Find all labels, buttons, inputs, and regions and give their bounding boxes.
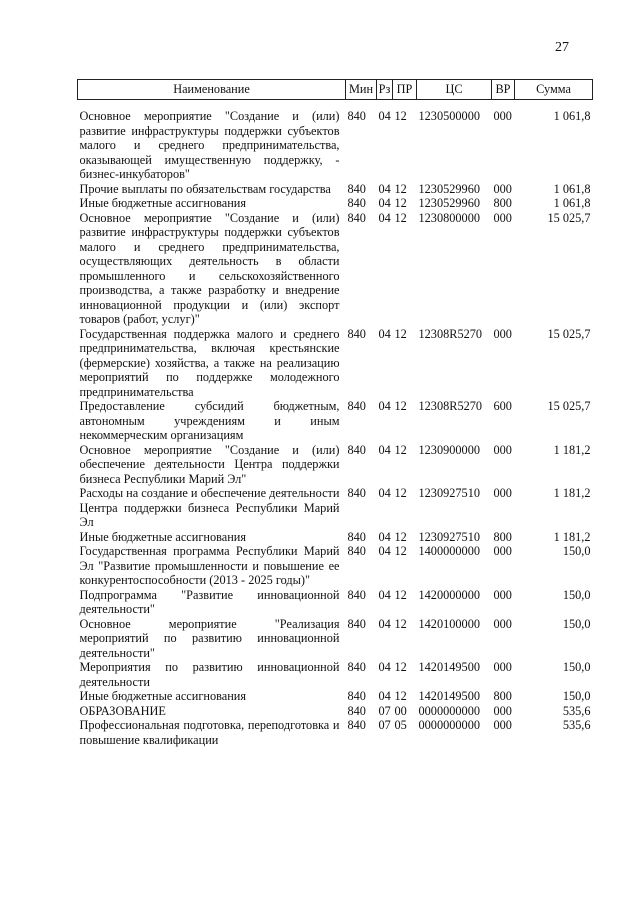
row-sum: 1 061,8: [553, 196, 591, 210]
header-vr: ВР: [492, 80, 515, 100]
row-name: Мероприятия по развитию инновационной деятельности: [79, 660, 340, 689]
row-min: 840: [347, 529, 366, 544]
row-rz: 04: [378, 442, 391, 457]
table-row: [78, 660, 593, 689]
row-name: Основное мероприятие "Создание и (или) развитие инфраструктуры поддержки субъектов малого и среднего предпринимательства, оказывающей имущественную поддержку, - бизнес-инкубаторов": [79, 109, 340, 181]
row-cs: 1230927510: [418, 486, 480, 500]
row-cs: 12308R5270: [418, 326, 483, 341]
row-rz: 04: [378, 210, 391, 225]
table-row: [78, 211, 593, 327]
row-vr: 000: [493, 442, 512, 457]
row-pr: 12: [394, 326, 407, 341]
row-pr: 12: [394, 109, 407, 123]
row-min: 840: [347, 196, 366, 210]
row-vr: 000: [493, 486, 512, 500]
row-vr: 000: [493, 616, 512, 631]
row-name: Государственная программа Республики Марий Эл "Развитие промышленности и повышение ее конкурентоспособности (2013 - 2025 годы)": [79, 544, 340, 587]
row-sum: 15 025,7: [547, 399, 591, 413]
header-cs: ЦС: [417, 80, 492, 100]
row-min: 840: [347, 703, 366, 718]
row-vr: 000: [493, 109, 512, 123]
row-cs: 0000000000: [418, 718, 480, 732]
row-vr: 000: [493, 181, 512, 196]
row-pr: 12: [394, 587, 407, 602]
row-min: 840: [347, 486, 366, 500]
row-rz: 04: [378, 587, 391, 602]
row-vr: 000: [493, 587, 512, 602]
row-cs: 1230900000: [418, 442, 480, 457]
row-cs: 1400000000: [418, 544, 480, 558]
table-row: [78, 443, 593, 487]
row-pr: 00: [394, 703, 407, 718]
table-row: [78, 544, 593, 588]
table-row: [78, 486, 593, 530]
row-rz: 04: [378, 109, 391, 123]
table-row: [78, 399, 593, 443]
row-sum: 535,6: [562, 718, 591, 732]
row-cs: 1230800000: [418, 210, 480, 225]
row-cs: 1420000000: [418, 587, 480, 602]
table-row: [78, 196, 593, 211]
row-min: 840: [347, 587, 366, 602]
table-row: [78, 689, 593, 704]
row-min: 840: [347, 616, 366, 631]
row-pr: 05: [394, 718, 407, 732]
header-sum: Сумма: [515, 80, 593, 100]
row-rz: 04: [378, 181, 391, 196]
row-pr: 12: [394, 196, 407, 210]
row-min: 840: [347, 660, 366, 674]
row-name: Прочие выплаты по обязательствам государства: [79, 181, 331, 196]
budget-table: [77, 79, 593, 747]
header-pr: ПР: [393, 80, 417, 100]
row-rz: 04: [378, 544, 391, 558]
row-min: 840: [347, 326, 366, 341]
row-min: 840: [347, 718, 366, 732]
row-cs: 1420149500: [418, 689, 480, 703]
row-rz: 04: [378, 616, 391, 631]
row-min: 840: [347, 544, 366, 558]
row-rz: 04: [378, 529, 391, 544]
row-vr: 000: [493, 718, 512, 732]
row-min: 840: [347, 181, 366, 196]
row-name: Предоставление субсидий бюджетным, автономным учреждениям и иным некоммерческим организациям: [79, 399, 340, 442]
row-name: Подпрограмма "Развитие инновационной деятельности": [79, 587, 340, 616]
row-vr: 000: [493, 210, 512, 225]
row-vr: 800: [493, 196, 512, 210]
row-cs: 1230500000: [418, 109, 480, 123]
row-pr: 12: [394, 544, 407, 558]
row-rz: 04: [378, 196, 391, 210]
row-sum: 150,0: [562, 616, 591, 631]
row-vr: 000: [493, 326, 512, 341]
row-pr: 12: [394, 181, 407, 196]
row-rz: 04: [378, 660, 391, 674]
row-rz: 04: [378, 689, 391, 703]
row-rz: 04: [378, 326, 391, 341]
row-pr: 12: [394, 486, 407, 500]
row-vr: 000: [493, 703, 512, 718]
row-name: Государственная поддержка малого и среднего предпринимательства, включая крестьянские (фермерские) хозяйства, а также на реализацию мероприятий по поддержке молодежного предпринимательства: [79, 326, 340, 399]
row-min: 840: [347, 689, 366, 703]
header-min: Мин: [346, 80, 377, 100]
row-rz: 04: [378, 486, 391, 500]
row-pr: 12: [394, 689, 407, 703]
row-pr: 12: [394, 399, 407, 413]
row-vr: 800: [493, 529, 512, 544]
row-cs: 1230529960: [418, 181, 480, 196]
table-row: [78, 530, 593, 545]
row-name: Основное мероприятие "Реализация мероприятий по развитию инновационной деятельности": [79, 616, 340, 660]
table-row: [78, 588, 593, 617]
row-pr: 12: [394, 210, 407, 225]
row-cs: 12308R5270: [418, 399, 483, 413]
row-vr: 000: [493, 544, 512, 558]
row-vr: 600: [493, 399, 512, 413]
row-name: Профессиональная подготовка, переподготовка и повышение квалификации: [79, 718, 340, 747]
row-pr: 12: [394, 529, 407, 544]
row-sum: 150,0: [562, 544, 591, 558]
row-min: 840: [347, 109, 366, 123]
table-header: [78, 80, 593, 100]
row-name: Основное мероприятие "Создание и (или) обеспечение деятельности Центра поддержки бизнеса Республики Марий Эл": [79, 442, 340, 486]
row-min: 840: [347, 442, 366, 457]
row-sum: 1 061,8: [553, 109, 591, 123]
row-rz: 04: [378, 399, 391, 413]
row-min: 840: [347, 210, 366, 225]
row-sum: 1 181,2: [553, 442, 591, 457]
row-sum: 1 061,8: [553, 181, 591, 196]
row-cs: 1230927510: [418, 529, 480, 544]
table-row: [78, 327, 593, 400]
row-name: Иные бюджетные ассигнования: [79, 689, 247, 703]
header-rz: Рз: [377, 80, 393, 100]
row-sum: 150,0: [562, 660, 591, 674]
table-row: [78, 617, 593, 661]
table-row: [78, 100, 593, 182]
page-number: 27: [555, 40, 569, 55]
table-row: [78, 704, 593, 719]
row-name: Иные бюджетные ассигнования: [79, 529, 247, 544]
row-sum: 1 181,2: [553, 486, 591, 500]
table-body: [78, 100, 593, 748]
row-pr: 12: [394, 616, 407, 631]
row-pr: 12: [394, 660, 407, 674]
table-row: [78, 182, 593, 197]
row-rz: 07: [378, 703, 391, 718]
header-name: Наименование: [78, 80, 346, 100]
row-sum: 15 025,7: [547, 210, 591, 225]
row-sum: 150,0: [562, 689, 591, 703]
row-sum: 535,6: [562, 703, 591, 718]
row-name: Расходы на создание и обеспечение деятельности Центра поддержки бизнеса Республики Марий Эл: [79, 486, 340, 529]
row-cs: 1420100000: [418, 616, 480, 631]
row-vr: 000: [493, 660, 512, 674]
table-row: [78, 718, 593, 747]
row-name: Основное мероприятие "Создание и (или) развитие инфраструктуры поддержки субъектов малого и среднего предпринимательства, осуществляющих деятельность в области промышленного и сельскохозяйственного производства, а также разработку и внедрение инновационной продукции и (или) экспорт товаров (работ, услуг)": [79, 210, 340, 326]
row-cs: 1230529960: [418, 196, 480, 210]
row-name: Иные бюджетные ассигнования: [79, 196, 247, 210]
row-name: ОБРАЗОВАНИЕ: [79, 703, 166, 718]
row-pr: 12: [394, 442, 407, 457]
row-sum: 15 025,7: [547, 326, 591, 341]
row-vr: 800: [493, 689, 512, 703]
row-min: 840: [347, 399, 366, 413]
row-cs: 0000000000: [418, 703, 480, 718]
row-cs: 1420149500: [418, 660, 480, 674]
row-sum: 150,0: [562, 587, 591, 602]
row-sum: 1 181,2: [553, 529, 591, 544]
row-rz: 07: [378, 718, 391, 732]
